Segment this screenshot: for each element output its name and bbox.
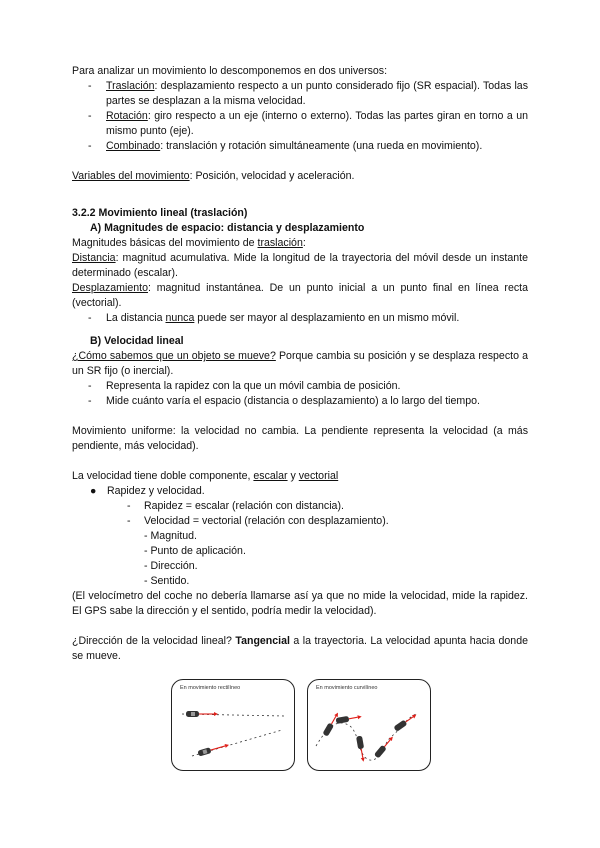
car-icon — [374, 735, 395, 759]
curvilinear-panel — [307, 679, 431, 771]
list-item: - Combinado: translación y rotación simultáneamente (una rueda en movimiento). — [88, 140, 483, 152]
document-body — [72, 64, 528, 664]
list-item: ● Rapidez y velocidad. — [90, 485, 205, 497]
uniform-motion-paragraph: Movimiento uniforme: la velocidad no cambia. La pendiente representa la velocidad (a más pendiente, más velocidad). — [72, 425, 528, 452]
term-combinado: Combinado — [106, 140, 161, 152]
car-icon — [356, 736, 366, 763]
distancia-definition: Distancia: magnitud acumulativa. Mide la longitud de la trayectoria del móvil desde un instante determinado (escalar). — [72, 252, 528, 279]
car-icon — [393, 712, 418, 732]
question-paragraph: ¿Cómo sabemos que un objeto se mueve? Porque cambia su posición y se desplaza respecto a un SR fijo (o inercial). — [72, 350, 529, 377]
list-item: - Rotación: giro respecto a un eje (interno o externo). Todas las partes giran en torno a un mismo punto (eje). — [88, 110, 528, 137]
intro-text: Para analizar un movimiento lo descomponemos en dos universos: — [72, 65, 388, 77]
subsection-a-title: A) Magnitudes de espacio: distancia y desplazamiento — [90, 222, 365, 234]
curvilinear-diagram — [308, 680, 430, 770]
curvilinear-caption: En movimiento curvilíneo — [316, 685, 378, 691]
list-item: - Rapidez = escalar (relación con distancia). — [127, 500, 344, 512]
speedometer-note: (El velocímetro del coche no debería llamarse así ya que no mide la velocidad, mide la rapidez. El GPS sabe la dirección y el sentido, podría medir la velocidad). — [72, 590, 528, 617]
velocity-figure — [171, 672, 431, 772]
list-item: - Mide cuánto varía el espacio (distancia o desplazamiento) a lo largo del tiempo. — [88, 395, 480, 407]
velocity-arrow-icon — [332, 716, 337, 724]
velocity-arrow-icon — [211, 746, 225, 750]
components-line: La velocidad tiene doble componente, escalar y vectorial — [72, 470, 339, 482]
direction-paragraph: ¿Dirección de la velocidad lineal? Tangencial a la trayectoria. La velocidad apunta hacia donde se mueve. — [72, 635, 528, 662]
vector-property: - Punto de aplicación. — [144, 545, 246, 557]
velocity-arrow-icon — [361, 749, 363, 758]
list-item: - Traslación: desplazamiento respecto a un punto considerado fijo (SR espacial). Todas las partes se desplazan a la misma velocidad. — [88, 80, 528, 107]
vector-property: - Magnitud. — [144, 530, 197, 542]
velocity-arrow-icon — [384, 740, 390, 747]
term-rotacion: Rotación — [106, 110, 148, 122]
list-item: - Velocidad = vectorial (relación con desplazamiento). — [127, 515, 389, 527]
car-icon — [186, 711, 218, 717]
rectilinear-diagram — [172, 680, 294, 770]
car-icon — [322, 711, 340, 737]
bullet-icon: ● — [90, 485, 97, 497]
rectilinear-panel — [171, 679, 295, 771]
magnitudes-intro: Magnitudes básicas del movimiento de traslación: — [72, 237, 306, 249]
car-icon — [197, 742, 229, 757]
term-traslacion: Traslación — [106, 80, 155, 92]
list-item: - Representa la rapidez con la que un móvil cambia de posición. — [88, 380, 401, 392]
curved-path — [316, 714, 416, 760]
section-title: 3.2.2 Movimiento lineal (traslación) — [72, 207, 248, 219]
desplazamiento-definition: Desplazamiento: magnitud instantánea. De un punto inicial a un punto final en línea recta (vectorial). — [72, 282, 528, 309]
variables-line: Variables del movimiento: Posición, velocidad y aceleración. — [72, 170, 355, 182]
velocity-arrow-icon — [406, 717, 413, 722]
car-icon — [336, 714, 363, 724]
velocity-arrow-icon — [349, 717, 358, 719]
vector-property: - Sentido. — [144, 575, 190, 587]
rectilinear-caption: En movimiento rectilíneo — [180, 685, 241, 691]
subsection-b-title: B) Velocidad lineal — [90, 335, 184, 347]
vector-property: - Dirección. — [144, 560, 198, 572]
list-item: - La distancia nunca puede ser mayor al desplazamiento en un mismo móvil. — [88, 312, 460, 324]
